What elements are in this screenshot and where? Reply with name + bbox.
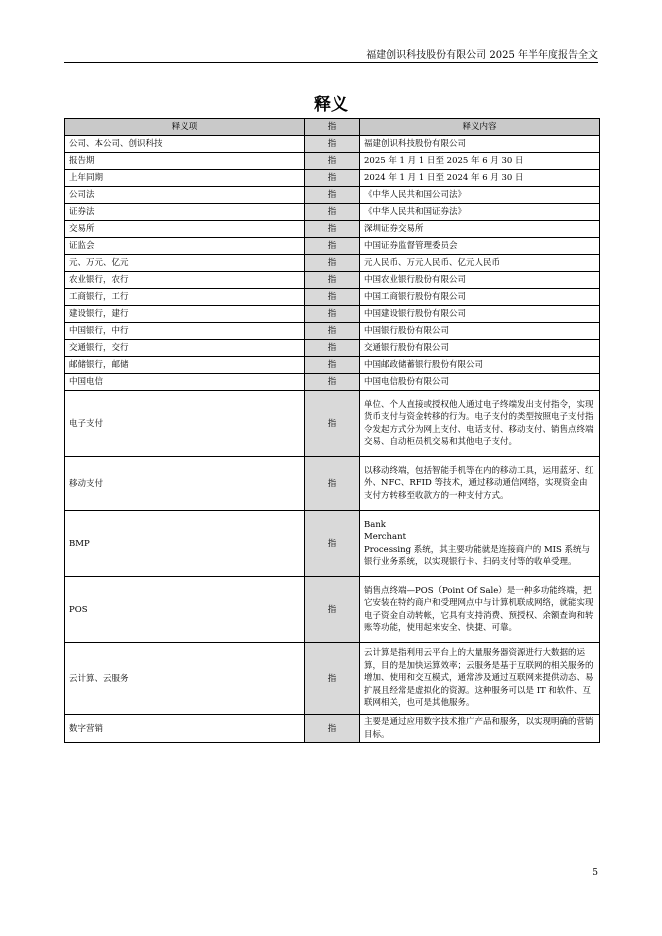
mark-cell: 指 (305, 391, 360, 457)
table-row (65, 153, 600, 170)
table-row (65, 170, 600, 187)
definition-cell: 《中华人民共和国证券法》 (360, 204, 600, 221)
mark-cell: 指 (305, 170, 360, 187)
definition-cell: 深圳证券交易所 (360, 221, 600, 238)
term-cell: 云计算、云服务 (65, 643, 305, 715)
table-row (65, 272, 600, 289)
mark-cell: 指 (305, 289, 360, 306)
table-row (65, 238, 600, 255)
term-cell: 电子支付 (65, 391, 305, 457)
table-row (65, 136, 600, 153)
table-row (65, 511, 600, 577)
definition-cell: 中国农业银行股份有限公司 (360, 272, 600, 289)
table-row (65, 221, 600, 238)
mark-cell: 指 (305, 374, 360, 391)
term-cell: 上年同期 (65, 170, 305, 187)
table-body (65, 136, 600, 743)
table-row (65, 187, 600, 204)
term-cell: 报告期 (65, 153, 305, 170)
term-cell: 建设银行，建行 (65, 306, 305, 323)
definition-cell: 中国银行股份有限公司 (360, 323, 600, 340)
table-row (65, 306, 600, 323)
mark-cell: 指 (305, 357, 360, 374)
term-cell: 邮储银行，邮储 (65, 357, 305, 374)
mark-cell: 指 (305, 221, 360, 238)
term-cell: 交易所 (65, 221, 305, 238)
definition-cell: 主要是通过应用数字技术推广产品和服务，以实现明确的营销目标。 (360, 715, 600, 743)
table-row (65, 391, 600, 457)
definition-cell: 《中华人民共和国公司法》 (360, 187, 600, 204)
table-row (65, 643, 600, 715)
definition-cell: 以移动终端，包括智能手机等在内的移动工具，运用蓝牙、红外、NFC、RFID 等技术，通过移动通信网络，实现资金由支付方转移至收款方的一种支付方式。 (360, 457, 600, 511)
term-cell: 中国银行，中行 (65, 323, 305, 340)
definitions-table (64, 118, 600, 743)
table-row (65, 255, 600, 272)
column-header-definition: 释义内容 (360, 119, 600, 136)
term-cell: 公司法 (65, 187, 305, 204)
definition-cell: 中国电信股份有限公司 (360, 374, 600, 391)
term-cell: 元、万元、亿元 (65, 255, 305, 272)
term-cell: 数字营销 (65, 715, 305, 743)
term-cell: 公司、本公司、创识科技 (65, 136, 305, 153)
definition-cell: 2025 年 1 月 1 日至 2025 年 6 月 30 日 (360, 153, 600, 170)
mark-cell: 指 (305, 323, 360, 340)
term-cell: 中国电信 (65, 374, 305, 391)
term-cell: 证券法 (65, 204, 305, 221)
term-cell: 农业银行，农行 (65, 272, 305, 289)
definition-cell: 单位、个人直接或授权他人通过电子终端发出支付指令，实现货币支付与资金转移的行为。电子支付的类型按照电子支付指令发起方式分为网上支付、电话支付、移动支付、销售点终端交易、自动柜员机交易和其他电子支付。 (360, 391, 600, 457)
header-divider (64, 62, 598, 63)
mark-cell: 指 (305, 255, 360, 272)
table-row (65, 577, 600, 643)
definition-cell: 2024 年 1 月 1 日至 2024 年 6 月 30 日 (360, 170, 600, 187)
column-header-term: 释义项 (65, 119, 305, 136)
mark-cell: 指 (305, 272, 360, 289)
table-row (65, 323, 600, 340)
term-cell: 工商银行，工行 (65, 289, 305, 306)
mark-cell: 指 (305, 457, 360, 511)
mark-cell: 指 (305, 204, 360, 221)
definition-cell: 中国证券监督管理委员会 (360, 238, 600, 255)
table-row (65, 340, 600, 357)
definition-cell: 交通银行股份有限公司 (360, 340, 600, 357)
term-cell: 移动支付 (65, 457, 305, 511)
mark-cell: 指 (305, 306, 360, 323)
table-row (65, 715, 600, 743)
mark-cell: 指 (305, 577, 360, 643)
page-number: 5 (592, 868, 598, 878)
column-header-mark: 指 (305, 119, 360, 136)
definition-cell: 云计算是指利用云平台上的大量服务器资源进行大数据的运算，目的是加快运算效率；云服务是基于互联网的相关服务的增加、使用和交互模式，通常涉及通过互联网来提供动态、易扩展且经常是虚拟化的资源。这种服务可以是 IT 和软件、互联网相关，也可是其他服务。 (360, 643, 600, 715)
term-cell: 交通银行，交行 (65, 340, 305, 357)
table-row (65, 357, 600, 374)
section-title: 释义 (314, 95, 348, 115)
table-row (65, 204, 600, 221)
mark-cell: 指 (305, 238, 360, 255)
mark-cell: 指 (305, 511, 360, 577)
table-row (65, 374, 600, 391)
definition-cell: 中国工商银行股份有限公司 (360, 289, 600, 306)
mark-cell: 指 (305, 340, 360, 357)
mark-cell: 指 (305, 643, 360, 715)
mark-cell: 指 (305, 136, 360, 153)
mark-cell: 指 (305, 715, 360, 743)
term-cell: BMP (65, 511, 305, 577)
mark-cell: 指 (305, 187, 360, 204)
table-row (65, 457, 600, 511)
definition-cell: 销售点终端—POS（Point Of Sale）是一种多功能终端，把它安装在特约商户和受理网点中与计算机联成网络，就能实现电子资金自动转帐，它具有支持消费、预授权、余额查询和转账等功能，使用起来安全、快捷、可靠。 (360, 577, 600, 643)
running-header: 福建创识科技股份有限公司 2025 年半年度报告全文 (366, 50, 598, 61)
definition-cell: 中国邮政储蓄银行股份有限公司 (360, 357, 600, 374)
term-cell: 证监会 (65, 238, 305, 255)
table-header-row (65, 119, 600, 136)
definition-cell: 元人民币、万元人民币、亿元人民币 (360, 255, 600, 272)
mark-cell: 指 (305, 153, 360, 170)
definition-cell: 中国建设银行股份有限公司 (360, 306, 600, 323)
term-cell: POS (65, 577, 305, 643)
definition-cell: 福建创识科技股份有限公司 (360, 136, 600, 153)
table-row (65, 289, 600, 306)
definition-cell: Bank Merchant Processing 系统，其主要功能就是连接商户的 MIS 系统与银行业务系统，以实现银行卡、扫码支付等的收单受理。 (360, 511, 600, 577)
